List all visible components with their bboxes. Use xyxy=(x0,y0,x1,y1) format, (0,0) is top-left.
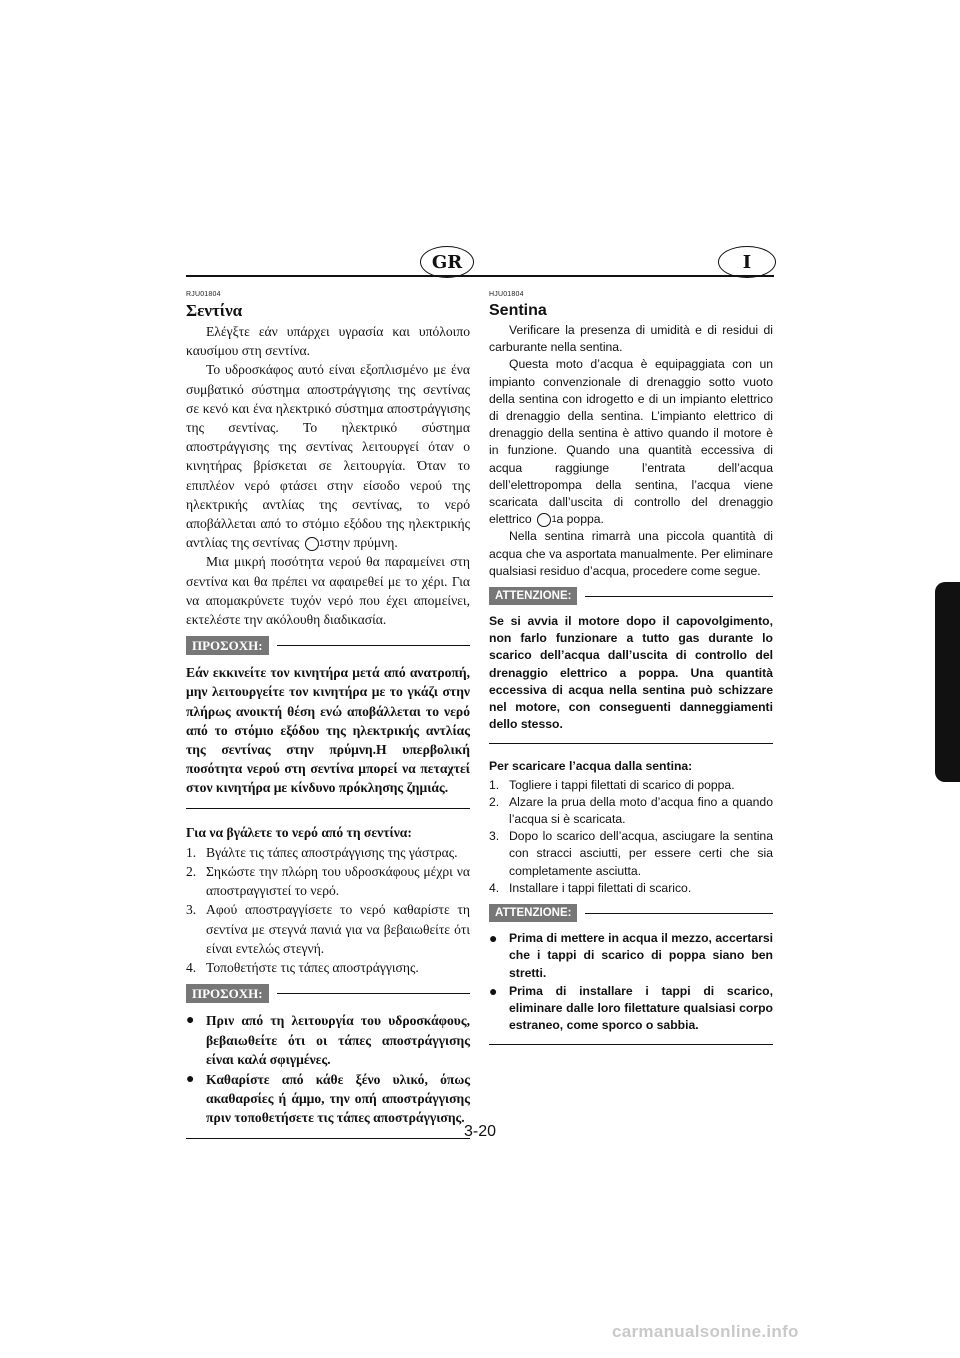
language-badge-gr xyxy=(420,246,474,278)
callout-number: 1 xyxy=(305,537,319,551)
header-divider xyxy=(186,275,774,277)
caution-header xyxy=(489,587,773,605)
bullet-item: ● Prima di mettere in acqua il mezzo, accertarsi che i tappi di scarico di poppa siano ben stretti. xyxy=(489,930,773,982)
caution-header xyxy=(186,636,470,655)
step-item: 1. Βγάλτε τις τάπες αποστράγγισης της γάστρας. xyxy=(186,844,458,860)
step-item: 3. Dopo lo scarico dell’acqua, asciugare la sentina con stracci asciutti, per essere certi che sia completamente asciutta. xyxy=(489,829,773,878)
step-item: 2. Σηκώστε την πλώρη του υδροσκάφους μέχρι να αποστραγγιστεί το νερό. xyxy=(186,864,470,899)
caution-label: ATTENZIONE: xyxy=(489,587,577,605)
bullet-icon: ● xyxy=(186,1013,195,1029)
bullet-icon: ● xyxy=(489,982,498,999)
procedure-steps xyxy=(186,843,470,977)
caution-bullets xyxy=(186,1011,470,1127)
caution-end-rule xyxy=(489,743,773,744)
caution-end-rule xyxy=(186,808,470,809)
section-code: RJU01804 xyxy=(186,291,221,298)
caution-header xyxy=(186,984,470,1003)
caution-text: Se si avvia il motore dopo il capovolgimento, non farlo funzionare a tutto gas durante lo scarico dell’acqua dall’uscita di controllo del drenaggio elettrico a poppa. Una quantità eccessiva di acqua nella sentina può schizzare nel motore, con conseguenti danneggiamenti dello stesso. xyxy=(489,614,773,732)
language-code-gr: GR xyxy=(431,251,463,273)
bullet-item: ● Καθαρίστε από κάθε ξένο υλικό, όπως ακαθαρσίες ή άμμο, την οπή αποστράγγισης πριν τοποθετήσετε τις τάπες αποστράγγισης. xyxy=(186,1070,470,1128)
caution-label: ΠΡΟΣΟΧΗ: xyxy=(186,984,269,1003)
section-title: Σεντίνα xyxy=(186,301,243,320)
caution-label: ΠΡΟΣΟΧΗ: xyxy=(186,636,269,655)
step-item: 1. Togliere i tappi filettati di scarico di poppa. xyxy=(489,777,735,792)
caution-text: Εάν εκκινείτε τον κινητήρα μετά από ανατροπή, μην λειτουργείτε τον κινητήρα με το γκάζι στην πλήρως ανοικτή θέση ενώ αποβάλλεται το νερό από το στόμιο εξόδου της ηλεκτρικής αντλίας της σεντίνας στην πρύμνη.Η υπερβολική ποσότητα νερού στη σεντίνα μπορεί να πεταχτεί στον κινητήρα με κίνδυνο πρόκλησης ζημιάς. xyxy=(186,665,470,796)
step-item: 4. Τοποθετήστε τις τάπες αποστράγγισης. xyxy=(186,960,419,976)
step-item: 3. Αφού αποστραγγίσετε το νερό καθαρίστε τη σεντίνα με στεγνά πανιά για να βεβαιωθείτε ότι είναι εντελώς στεγνή. xyxy=(186,902,470,956)
italian-column xyxy=(489,290,773,1059)
page-number: 3-20 xyxy=(463,1123,497,1140)
section-title: Sentina xyxy=(489,302,547,319)
procedure-steps xyxy=(489,777,773,897)
caution-rule xyxy=(277,993,470,994)
caution-bullets xyxy=(489,930,773,1034)
caution-label: ATTENZIONE: xyxy=(489,904,577,922)
caution-end-rule xyxy=(489,1044,773,1045)
callout-number: 1 xyxy=(537,513,551,527)
bullet-icon: ● xyxy=(489,930,498,947)
bullet-icon: ● xyxy=(186,1071,195,1087)
bullet-item: ● Prima di installare i tappi di scarico, eliminare dalle loro filettature qualsiasi corpo estraneo, come sporco o sabbia. xyxy=(489,983,773,1035)
caution-rule xyxy=(277,645,470,646)
procedure-title: Για να βγάλετε το νερό από τη σεντίνα: xyxy=(186,824,412,840)
caution-header xyxy=(489,904,773,922)
language-code-it: I xyxy=(742,251,752,273)
section-code: HJU01804 xyxy=(489,291,524,298)
paragraph: Μια μικρή ποσότητα νερού θα παραμείνει στη σεντίνα και θα πρέπει να αφαιρεθεί με το χέρι. Για να απομακρύνετε τυχόν νερό που έχει απομείνει, εκτελέστε την ακόλουθη διαδικασία. xyxy=(186,554,470,628)
step-item: 2. Alzare la prua della moto d’acqua fino a quando l’acqua si è scaricata. xyxy=(489,794,773,827)
paragraph: Το υδροσκάφος αυτό είναι εξοπλισμένο με ένα συμβατικό σύστημα αποστράγγισης της σεντίνας σε κενό και ένα ηλεκτρικό σύστημα αποστράγγισης της σεντίνας. Το ηλεκτρικό σύστημα αποστράγγισης της σεντίνας λειτουργεί όταν ο κινητήρας βρίσκεται σε λειτουργία. Όταν το επιπλέον νερό φτάσει στην είσοδο νερού της ηλεκτρικής αντλίας της σεντίνας, το νερό αποβάλλεται από το στόμιο εξόδου της ηλεκτρικής αντλίας της σεντίνας 1 στην πρύμνη. xyxy=(186,362,470,551)
greek-column xyxy=(186,290,470,1153)
paragraph: Nella sentina rimarrà una piccola quantità di acqua che va asportata manualmente. Per eliminare qualsiasi residuo d’acqua, procedere come segue. xyxy=(489,529,773,578)
paragraph: Questa moto d’acqua è equipaggiata con un impianto convenzionale di drenaggio sotto vuoto della sentina con idrogetto e di un impianto elettrico di drenaggio della sentina. L’impianto elettrico di drenaggio della sentina è attivo quando il motore è in funzione. Quando una quantità eccessiva di acqua raggiunge l’entrata dell’acqua dell’elettropompa della sentina, l’acqua viene scaricata dall’uscita di controllo del drenaggio elettrico 1 a poppa. xyxy=(489,357,773,527)
paragraph: Verificare la presenza di umidità e di residui di carburante nella sentina. xyxy=(489,323,773,355)
procedure-title: Per scaricare l’acqua dalla sentina: xyxy=(489,759,693,774)
step-item: 4. Installare i tappi filettati di scarico. xyxy=(489,880,692,895)
paragraph: Ελέγξτε εάν υπάρχει υγρασία και υπόλοιπο καυσίμου στη σεντίνα. xyxy=(186,324,470,359)
language-badge-it xyxy=(718,246,776,278)
bullet-item: ● Πριν από τη λειτουργία του υδροσκάφους, βεβαιωθείτε ότι οι τάπες αποστράγγισης είναι καλά σφιγμένες. xyxy=(186,1011,470,1069)
caution-rule xyxy=(585,596,773,597)
chapter-tab xyxy=(935,582,960,782)
watermark: carmanualsonline.info xyxy=(612,1322,799,1341)
caution-rule xyxy=(585,913,773,914)
